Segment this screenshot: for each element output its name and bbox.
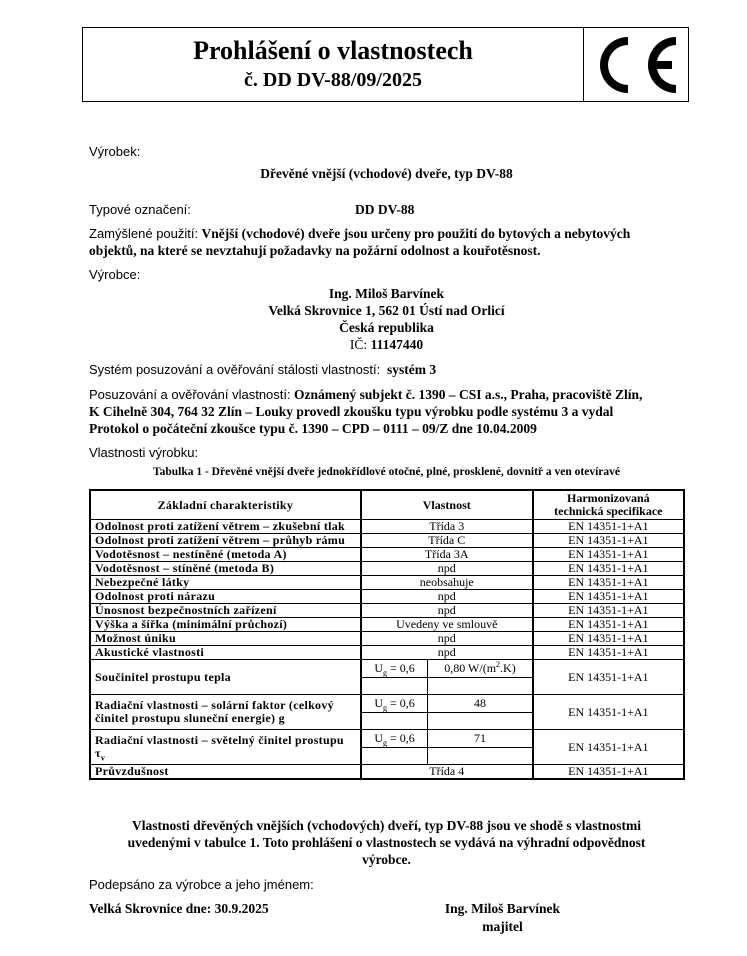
table-row — [90, 618, 684, 632]
manufacturer-label: Výrobce: — [89, 267, 141, 282]
product-name: Dřevěné vnější (vchodové) dveře, typ DV-88 — [260, 166, 513, 181]
row-value: Třída C — [361, 534, 533, 548]
row-ug: $U_g = 0,6$ — [361, 660, 428, 678]
table-row — [90, 520, 684, 534]
row-characteristic: Vodotěsnost – stíněné (metoda B) — [90, 562, 361, 576]
row-value: Třída 3 — [361, 520, 533, 534]
place-date: Velká Skrovnice dne: 30.9.2025 — [89, 901, 269, 916]
row-value: npd — [361, 604, 533, 618]
assessment-system-label: Systém posuzování a ověřování stálosti vlastností: — [89, 362, 381, 377]
row-spec: EN 14351-1+A1 — [533, 590, 684, 604]
assessment-line-3: Protokol o počáteční zkoušce typu č. 1390 – CPD – 0111 – 09/Z dne 10.04.2009 — [89, 421, 537, 436]
ico-value: 11147440 — [370, 337, 424, 352]
row-characteristic: Vodotěsnost – nestíněné (metoda A) — [90, 548, 361, 562]
row-value: Třída 4 — [361, 765, 533, 780]
row-spec: EN 14351-1+A1 — [533, 618, 684, 632]
table-caption: Tabulka 1 - Dřevěné vnější dveře jednokřídlové otočné, plné, prosklené, dovnitř a ven otevíravé — [152, 466, 620, 478]
row-value-empty — [428, 748, 533, 765]
row-spec: EN 14351-1+A1 — [533, 765, 684, 780]
row-spec: EN 14351-1+A1 — [533, 534, 684, 548]
row-value: npd — [361, 646, 533, 660]
header-spec — [533, 490, 684, 520]
table-row — [90, 695, 684, 713]
row-spec: EN 14351-1+A1 — [533, 548, 684, 562]
type-designation-value: DD DV-88 — [355, 202, 415, 217]
assessment — [89, 386, 699, 403]
row-characteristic: Radiační vlastnosti – solární faktor (celkový činitel prostupu sluneční energie) g — [90, 695, 361, 730]
row-value: 48 — [428, 695, 533, 713]
assessment-line-2: K Cihelně 304, 764 32 Zlín – Louky provedl zkoušku typu výrobku podle systému 3 a vydal — [89, 404, 614, 419]
conformity-line-2: uvedenými v tabulce 1. Toto prohlášení o vlastnostech se vydává na výhradní odpovědnost — [127, 835, 646, 850]
row-characteristic: Průvzdušnost — [90, 765, 361, 780]
row-value-empty — [428, 713, 533, 730]
header-divider — [583, 27, 584, 102]
row-characteristic: Součinitel prostupu tepla — [90, 660, 361, 695]
row-characteristic: Možnost úniku — [90, 632, 361, 646]
tau-symbol: τ — [95, 746, 101, 760]
ico-label: IČ: — [349, 337, 368, 352]
manufacturer-country: Česká republika — [339, 320, 434, 335]
header-value: Vlastnost — [361, 490, 533, 520]
type-designation-label: Typové označení: — [89, 202, 191, 217]
row-spec: EN 14351-1+A1 — [533, 730, 684, 765]
properties-label: Vlastnosti výrobku: — [89, 445, 199, 460]
intended-use-text-2: objektů, na které se nevztahují požadavky na požární odolnost a kouřotěsnost. — [89, 243, 541, 258]
manufacturer-address: Velká Skrovnice 1, 562 01 Ústí nad Orlicí — [268, 303, 505, 318]
manufacturer-name: Ing. Miloš Barvínek — [328, 286, 445, 301]
row-value: neobsahuje — [361, 576, 533, 590]
table-row — [90, 590, 684, 604]
signatory-name: Ing. Miloš Barvínek — [444, 901, 561, 916]
row-characteristic: Akustické vlastnosti — [90, 646, 361, 660]
assessment-label: Posuzování a ověřování vlastností: — [89, 387, 291, 402]
table-row — [90, 604, 684, 618]
conformity-line-1: Vlastnosti dřevěných vnějších (vchodových) dveří, typ DV-88 jsou ve shodě s vlastnostmi — [131, 818, 641, 833]
row-spec: EN 14351-1+A1 — [533, 562, 684, 576]
header-characteristic: Základní charakteristiky — [90, 490, 361, 520]
row-characteristic: Únosnost bezpečnostních zařízení — [90, 604, 361, 618]
row-value: npd — [361, 632, 533, 646]
row-ug: $U_g = 0,6$ — [361, 730, 428, 748]
row-value: Třída 3A — [361, 548, 533, 562]
table-row — [90, 562, 684, 576]
row-value-empty — [428, 678, 533, 695]
row-spec: EN 14351-1+A1 — [533, 646, 684, 660]
assessment-system — [89, 361, 436, 378]
table-row — [90, 632, 684, 646]
row-spec: EN 14351-1+A1 — [533, 576, 684, 590]
row-characteristic: Nebezpečné látky — [90, 576, 361, 590]
table-row — [90, 576, 684, 590]
table-row — [90, 534, 684, 548]
row-ug-empty — [361, 748, 428, 765]
row-spec: EN 14351-1+A1 — [533, 520, 684, 534]
document-title: Prohlášení o vlastnostech — [193, 36, 473, 65]
table-row — [90, 646, 684, 660]
row-spec: EN 14351-1+A1 — [533, 695, 684, 730]
intended-use — [89, 225, 699, 242]
row-characteristic: Výška a šířka (minimální průchozí) — [90, 618, 361, 632]
row-ug-empty — [361, 678, 428, 695]
row-ug: $U_g = 0,6$ — [361, 695, 428, 713]
row-spec: EN 14351-1+A1 — [533, 660, 684, 695]
row-spec: EN 14351-1+A1 — [533, 632, 684, 646]
header-spec-line-2: technická specifikace — [554, 504, 663, 518]
table-row — [90, 548, 684, 562]
header-spec-line-1: Harmonizovaná — [567, 491, 650, 505]
row-characteristic: Radiační vlastnosti – světelný činitel prostupu $\tau_v$ — [90, 730, 361, 765]
product-label: Výrobek: — [89, 144, 141, 159]
row-ug-empty — [361, 713, 428, 730]
assessment-line-1: Oznámený subjekt č. 1390 – CSI a.s., Praha, pracoviště Zlín, — [294, 387, 643, 402]
row-value: Uvedeny ve smlouvě — [361, 618, 533, 632]
ce-mark-icon — [590, 33, 682, 97]
signed-for-label: Podepsáno za výrobce a jeho jménem: — [89, 877, 314, 892]
properties-table — [89, 489, 685, 780]
table-row — [90, 730, 684, 748]
row-spec: EN 14351-1+A1 — [533, 604, 684, 618]
document-number: č. DD DV-88/09/2025 — [244, 69, 422, 91]
intended-use-label: Zamýšlené použití: — [89, 226, 199, 241]
table-header-row — [90, 490, 684, 520]
assessment-system-value: systém 3 — [386, 362, 437, 377]
conformity-line-3: výrobce. — [362, 852, 411, 867]
row-value: 71 — [428, 730, 533, 748]
table-row — [90, 660, 684, 678]
row-characteristic: Odolnost proti zatížení větrem – zkušební tlak — [90, 520, 361, 534]
row-value: 0,80 $W/(m^2.K)$ — [428, 660, 533, 678]
row-value: npd — [361, 590, 533, 604]
manufacturer-ico — [89, 336, 684, 353]
intended-use-text-1: Vnější (vchodové) dveře jsou určeny pro použití do bytových a nebytových — [201, 226, 631, 241]
table-row — [90, 765, 684, 780]
row-characteristic: Odolnost proti nárazu — [90, 590, 361, 604]
row-value: npd — [361, 562, 533, 576]
row-characteristic: Odolnost proti zatížení větrem – průhyb rámu — [90, 534, 361, 548]
signatory-role: majitel — [482, 919, 523, 934]
